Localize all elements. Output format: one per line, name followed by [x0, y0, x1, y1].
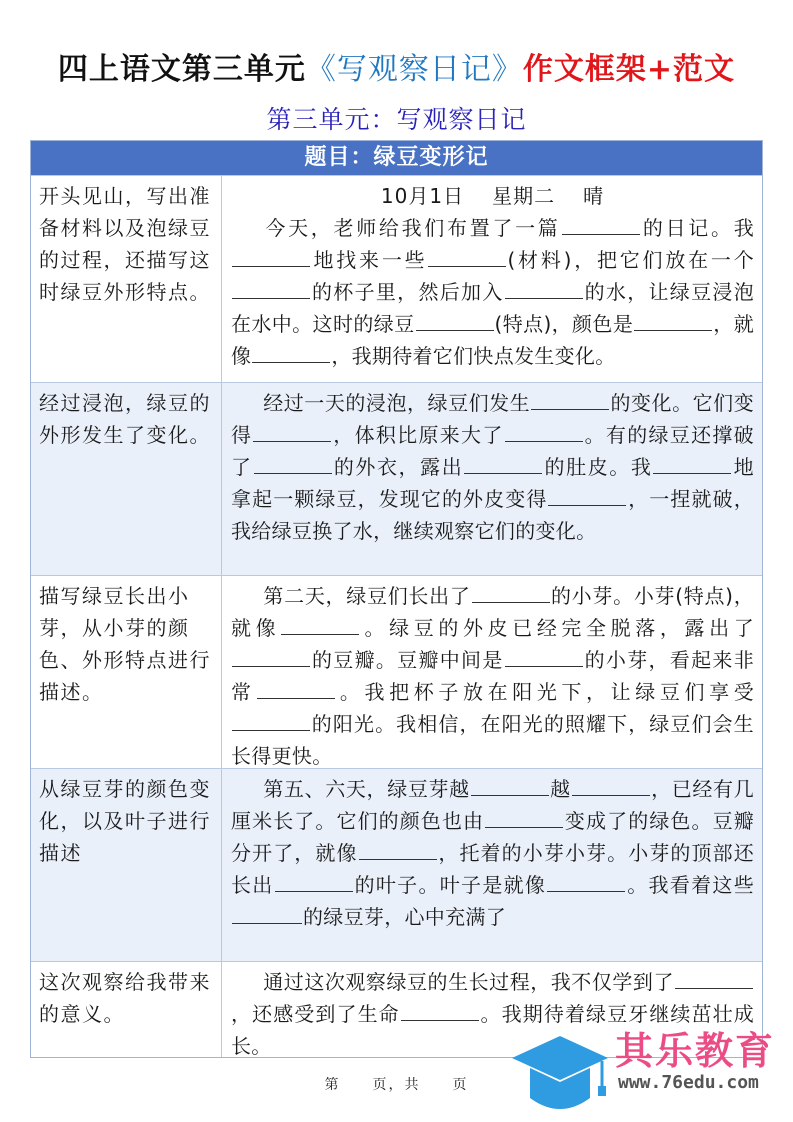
fill-blank[interactable] [253, 421, 331, 442]
text-segment: ，托着的小芽小芽。小芽的顶部还长出 [231, 841, 754, 897]
fill-blank[interactable] [562, 214, 640, 235]
text-segment: 越 [549, 777, 571, 801]
text-segment: 。我把杯子放在阳光下，让绿豆们享受 [335, 680, 754, 704]
fill-blank[interactable] [281, 614, 359, 635]
fill-blank[interactable] [257, 678, 335, 699]
fill-blank[interactable] [464, 453, 542, 474]
essay-cell [222, 769, 762, 961]
fill-blank[interactable] [232, 246, 310, 267]
diary-weather: 晴 [583, 184, 605, 208]
text-segment: 的水，让绿豆浸泡在水中。这时的绿豆 [231, 280, 754, 336]
text-segment: 地拿起一颗绿豆，发现它的外皮变得 [231, 455, 754, 511]
guide-cell: 这次观察给我带来的意义。 [31, 962, 222, 1057]
text-segment: 的豆瓣。豆瓣中间是 [311, 648, 504, 672]
page-title [0, 44, 793, 88]
text-segment: 第二天，绿豆们长出了 [263, 584, 471, 608]
text-segment: 。我期待着绿豆牙继续茁壮成长。 [231, 1002, 754, 1058]
text-segment: 。我看着这些 [626, 873, 754, 897]
fill-blank[interactable] [531, 389, 609, 410]
unit-subtitle: 第三单元：写观察日记 [266, 105, 527, 134]
title-suffix: 作文框架+范文 [522, 52, 736, 87]
fill-blank[interactable] [275, 871, 353, 892]
fill-blank[interactable] [472, 582, 550, 603]
fill-blank[interactable] [548, 485, 626, 506]
fill-blank[interactable] [505, 646, 583, 667]
fill-blank[interactable] [572, 775, 650, 796]
fill-blank[interactable] [416, 310, 494, 331]
text-segment: 的日记。我 [640, 216, 754, 240]
text-segment: ，还感受到了生命 [231, 1002, 400, 1026]
text-segment: 的小芽。小芽(特点)，就像 [231, 584, 754, 640]
text-segment: 。绿豆的外皮已经完全脱落，露出了 [360, 616, 754, 640]
fill-blank[interactable] [232, 903, 302, 924]
text-segment: 的杯子里，然后加入 [311, 280, 504, 304]
text-segment: 的肚皮。我 [543, 455, 653, 479]
text-segment: 变成了的绿色。豆瓣分开了，就像 [231, 809, 754, 865]
essay-framework-table [30, 140, 763, 1058]
fill-blank[interactable] [471, 775, 549, 796]
brand-name: 其乐教育 [615, 1029, 776, 1073]
fill-blank[interactable] [232, 278, 310, 299]
diary-date: 10月1日 [380, 184, 465, 208]
table-header-topic: 题目：绿豆变形记 [31, 141, 762, 175]
text-segment: 今天，老师给我们布置了一篇 [263, 216, 561, 240]
fill-blank[interactable] [252, 342, 330, 363]
fill-blank[interactable] [485, 807, 563, 828]
title-topic: 《写观察日记》 [305, 52, 523, 87]
brand-url: www.76edu.com [618, 1072, 759, 1093]
fill-blank[interactable] [547, 871, 625, 892]
guide-cell: 从绿豆芽的颜色变化，以及叶子进行描述 [31, 769, 222, 961]
diary-date-line [231, 180, 754, 212]
table-row [31, 768, 762, 961]
text-segment: (特点)，颜色是 [494, 312, 634, 336]
page-footer: 第 页，共 页 [324, 1077, 469, 1093]
text-segment: 的叶子。叶子是就像 [353, 873, 547, 897]
guide-cell: 开头见山，写出准备材料以及泡绿豆的过程，还描写这时绿豆外形特点。 [31, 176, 222, 382]
text-segment: 通过这次观察绿豆的生长过程，我不仅学到了 [263, 970, 674, 994]
table-row [31, 382, 762, 575]
fill-blank[interactable] [653, 453, 731, 474]
essay-cell [222, 576, 762, 768]
fill-blank[interactable] [634, 310, 712, 331]
fill-blank[interactable] [232, 646, 310, 667]
text-segment: 的阳光。我相信，在阳光的照耀下，绿豆们会生长得更快。 [231, 712, 754, 768]
text-segment: (材料)，把它们放在一个 [507, 248, 755, 272]
fill-blank[interactable] [359, 839, 437, 860]
title-prefix: 四上语文第三单元 [57, 52, 306, 87]
text-segment: 的小芽，看起来非常 [231, 648, 754, 704]
diary-weekday: 星期二 [492, 184, 556, 208]
fill-blank[interactable] [254, 453, 332, 474]
essay-cell [222, 176, 762, 382]
fill-blank[interactable] [401, 1000, 479, 1021]
fill-blank[interactable] [505, 421, 583, 442]
brand-logo [510, 1020, 793, 1120]
text-segment: 的变化。它们变得 [231, 391, 754, 447]
text-segment: ，一捏就破，我给绿豆换了水，继续观察它们的变化。 [231, 487, 754, 543]
text-segment: 的外衣，露出 [332, 455, 464, 479]
text-segment: ，已经有几厘米长了。它们的颜色也由 [231, 777, 754, 833]
text-segment: ，我期待着它们快点发生变化。 [331, 344, 616, 368]
text-segment: 第五、六天，绿豆芽越 [263, 777, 470, 801]
fill-blank[interactable] [232, 710, 310, 731]
text-segment: ，就像 [231, 312, 754, 368]
fill-blank[interactable] [505, 278, 583, 299]
fill-blank[interactable] [428, 246, 506, 267]
graduation-cap-icon [510, 1028, 610, 1118]
text-segment: 。有的绿豆还撑破了 [231, 423, 754, 479]
essay-paragraph [231, 212, 754, 372]
text-segment: 经过一天的浸泡，绿豆们发生 [263, 391, 531, 415]
essay-cell [222, 383, 762, 575]
fill-blank[interactable] [675, 968, 753, 989]
table-row [31, 575, 762, 768]
text-segment: 的绿豆芽，心中充满了 [303, 905, 506, 929]
text-segment: 地找来一些 [311, 248, 428, 272]
text-segment: ，体积比原来大了 [332, 423, 504, 447]
guide-cell: 经过浸泡，绿豆的外形发生了变化。 [31, 383, 222, 575]
guide-cell: 描写绿豆长出小芽，从小芽的颜色、外形特点进行描述。 [31, 576, 222, 768]
table-row [31, 175, 762, 382]
